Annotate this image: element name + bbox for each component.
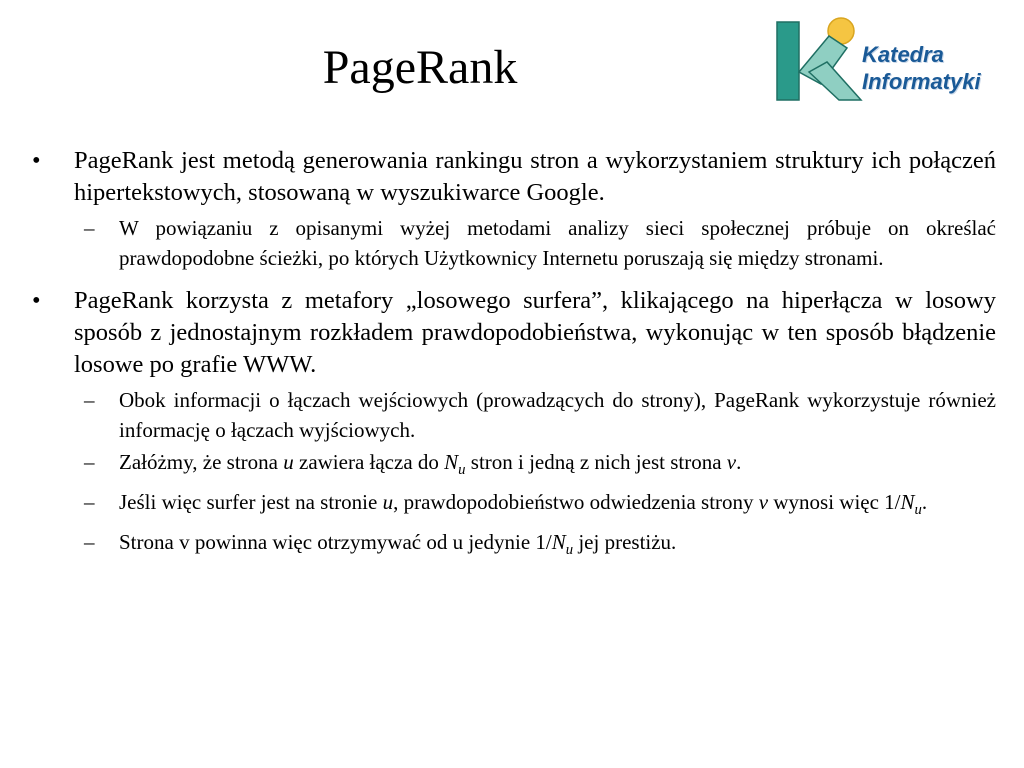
var-u: u (283, 450, 294, 474)
katedra-informatyki-logo (775, 14, 1010, 106)
logo-line-1: Katedra (862, 42, 944, 67)
bullet-2-sub-1-text: Obok informacji o łączach wejściowych (prowadzących do strony), PageRank wykorzystuje również informację o łączach wyjściowych. (119, 388, 996, 442)
var-n-u: $N_u$ (551, 530, 574, 559)
logo-text (862, 41, 981, 95)
var-u: u (382, 490, 394, 515)
bullet-2-sub-2: – Załóżmy, że strona u zawiera łącza do $N_u$ stron i jedną z nich jest strona v. (28, 447, 996, 485)
dash-icon: – (84, 450, 95, 474)
bullet-1-sub-1-text: W powiązaniu z opisanymi wyżej metodami analizy sieci społecznej próbuje on określać prawdopodobne ścieżki, po których Użytkownicy Internetu poruszają się między stronami. (119, 216, 996, 270)
bullet-1-text: PageRank jest metodą generowania rankingu stron a wykorzystaniem struktury ich połączeń hipertekstowych, stosowaną w wyszukiwarce Google. (74, 147, 996, 206)
bullet-1-sub-1 (28, 213, 996, 273)
bullet-2-sub-1 (28, 385, 996, 445)
dash-icon: – (84, 388, 95, 412)
slide-title: PageRank (322, 41, 518, 94)
dash-icon: – (84, 490, 95, 515)
bullet-dot-icon: • (32, 287, 41, 314)
var-v: v (726, 450, 737, 474)
var-n-u: $N_u$ (900, 490, 922, 519)
bullet-2-sub-4: – Strona v powinna więc otrzymywać od u jedynie $1/N_u$ jej prestiżu. (28, 527, 996, 565)
bullet-2 (28, 285, 996, 381)
bullet-1 (28, 145, 996, 209)
var-n-u: $N_u$ (444, 450, 466, 479)
bullet-2-text: PageRank korzysta z metafory „losowego surfera”, klikającego na hiperłącza w losowy sposób z jednostajnym rozkładem prawdopodobieństwa, wykonując w ten sposób błądzenie losowe po grafie WWW. (74, 287, 996, 378)
bullet-2-sub-3: – Jeśli więc surfer jest na stronie u, prawdopodobieństwo odwiedzenia strony v wynosi więc $1/N_u$. (28, 487, 996, 525)
logo-k-mark-icon (775, 14, 865, 106)
dash-icon: – (84, 530, 95, 555)
bullet-dot-icon: • (32, 147, 41, 174)
slide-body (28, 145, 996, 568)
var-v: v (758, 490, 769, 515)
dash-icon: – (84, 216, 95, 240)
logo-line-2: Informatyki (862, 69, 981, 94)
